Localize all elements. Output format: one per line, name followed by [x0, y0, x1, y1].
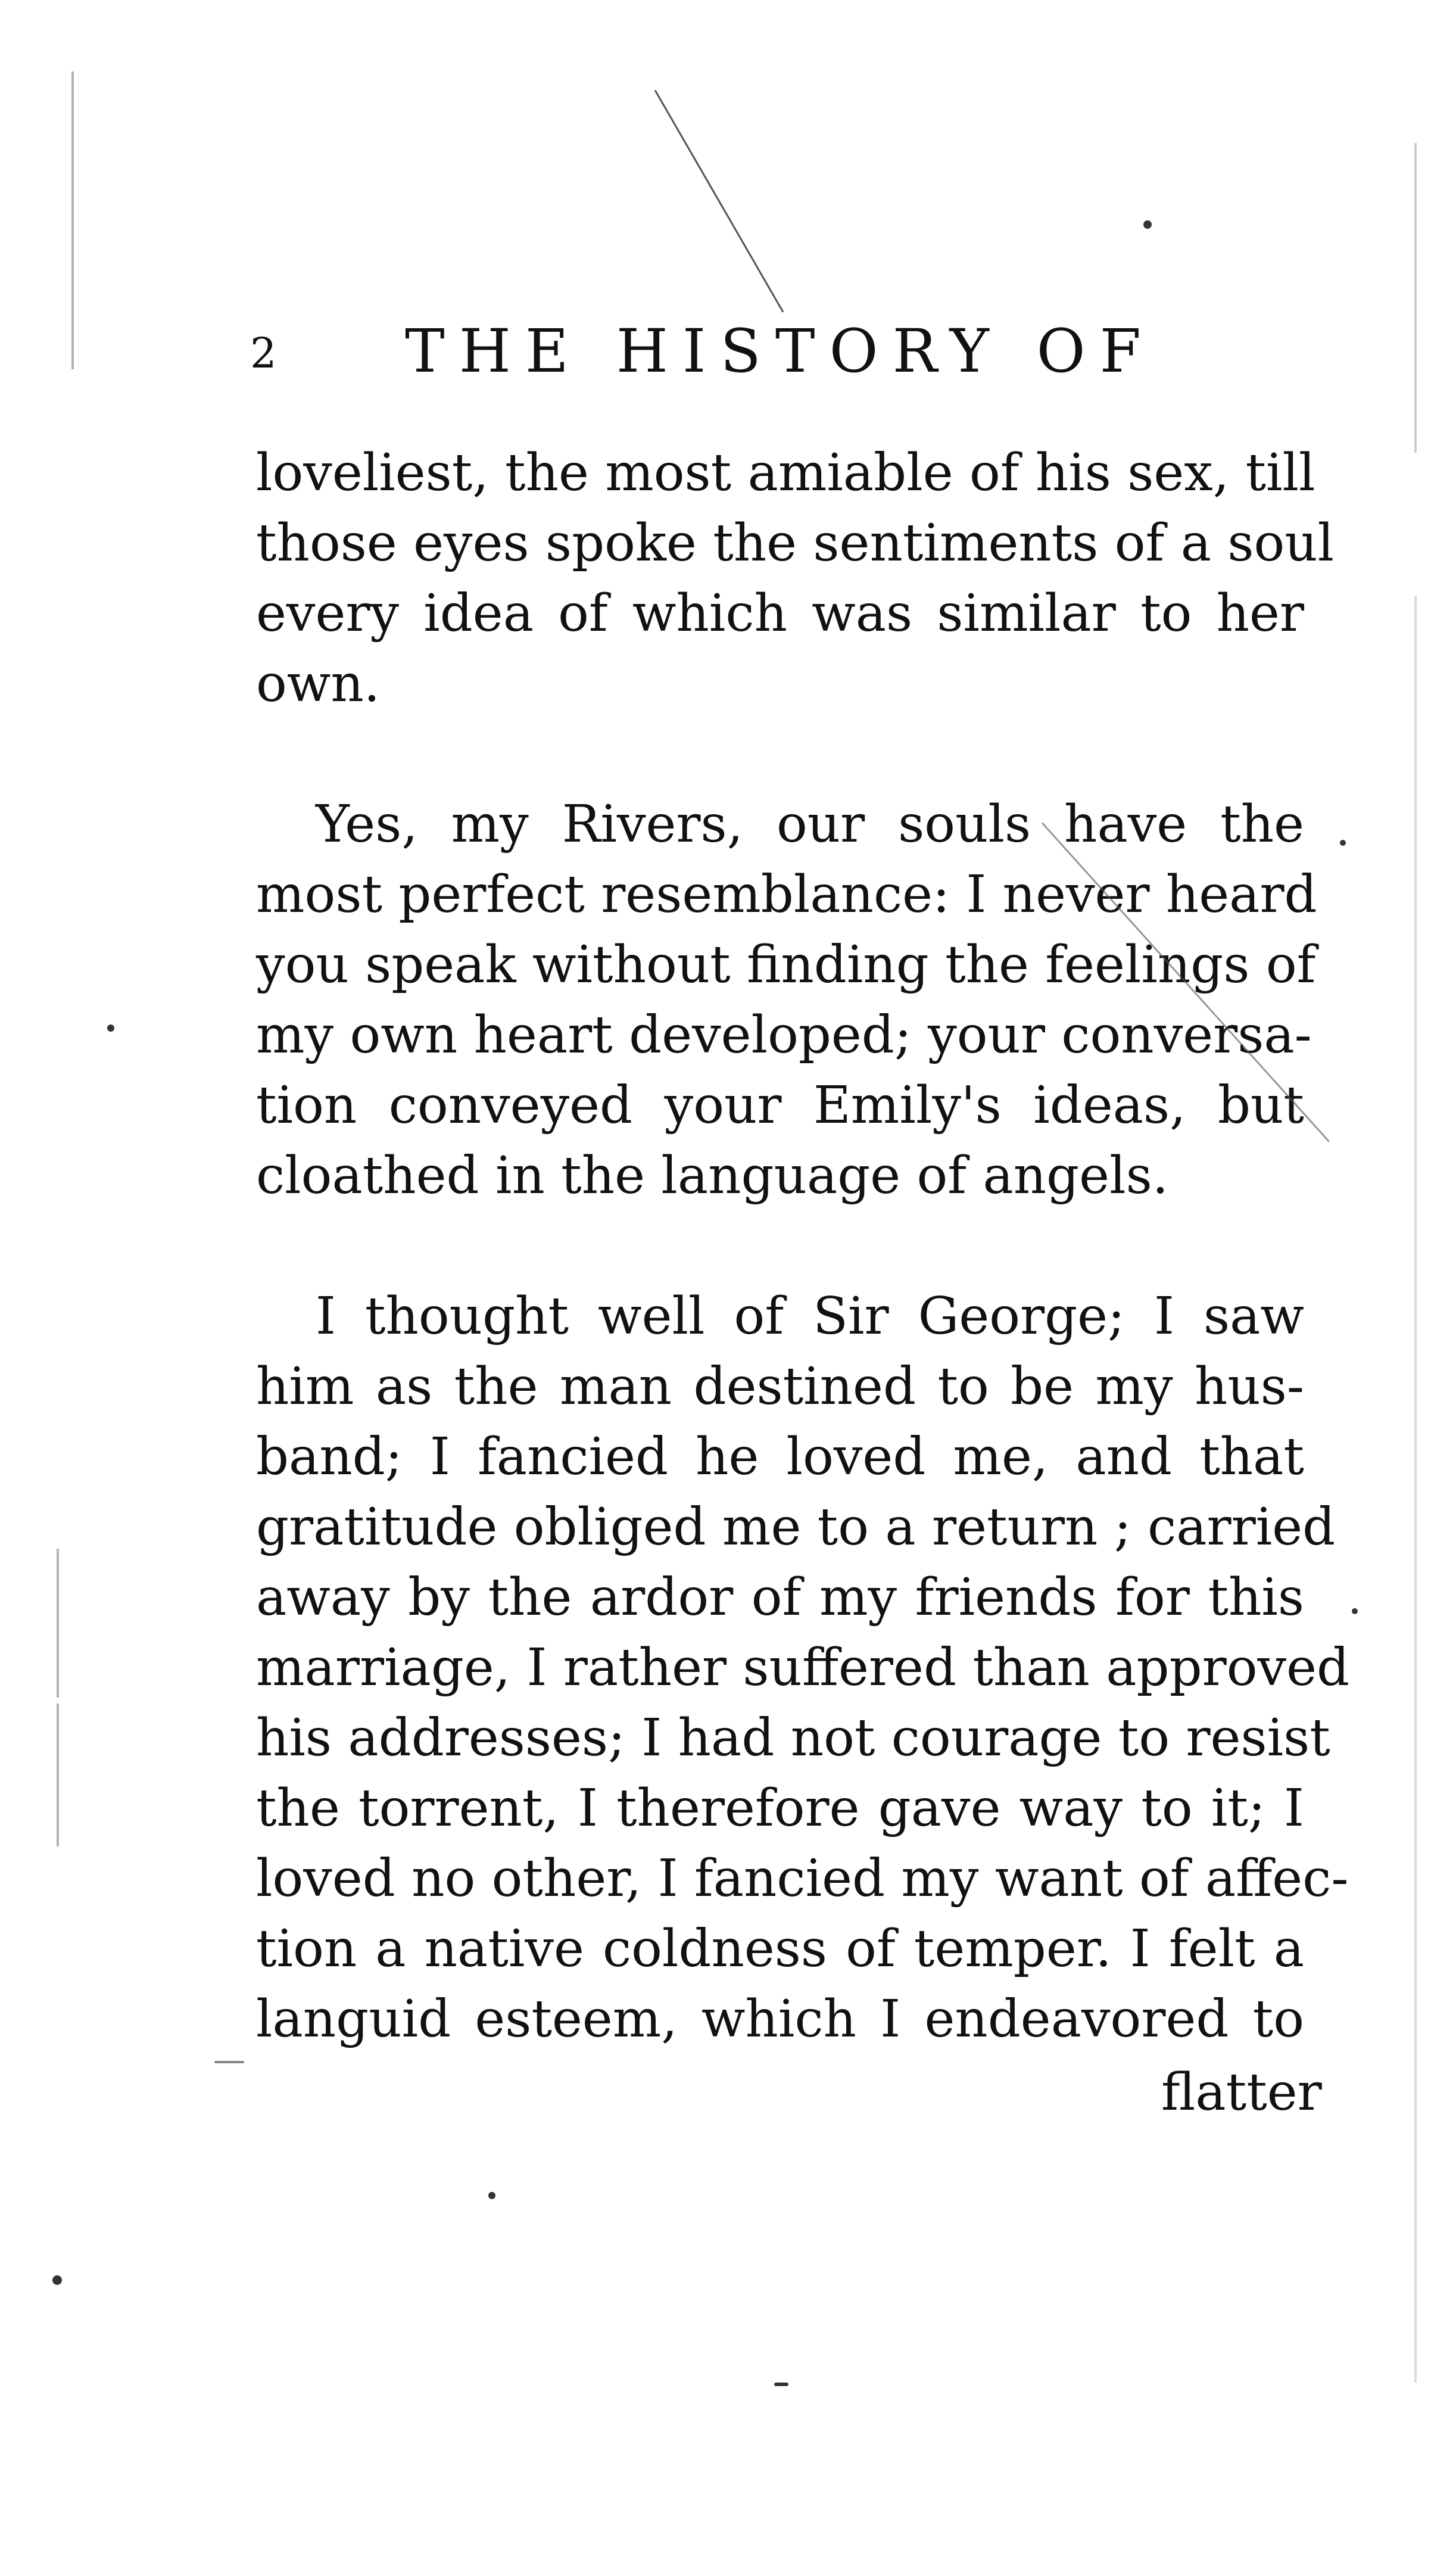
- text-line: those eyes spoke the sentiments of a soul: [256, 513, 1335, 573]
- text-line: loveliest, the most amiable of his sex, till: [256, 443, 1315, 503]
- text-line: own.: [256, 654, 381, 714]
- scan-thread-mark: [654, 90, 784, 313]
- right-margin-rule: [1414, 596, 1417, 2383]
- scan-speck: [1143, 220, 1152, 229]
- left-margin-rule: [57, 1549, 59, 1698]
- paragraph-gap: [256, 1211, 1304, 1281]
- text-line: cloathed in the language of angels.: [256, 1146, 1169, 1206]
- text-line: I thought well of Sir George; I saw: [316, 1287, 1304, 1346]
- scan-speck: [107, 1024, 114, 1032]
- text-line: marriage, I rather suffered than approved: [256, 1638, 1350, 1698]
- left-margin-rule: [57, 1704, 59, 1846]
- text-line: Yes, my Rivers, our souls have the: [316, 795, 1304, 854]
- text-line: him as the man destined to be my hus-: [256, 1357, 1304, 1416]
- scan-speck: [52, 2275, 62, 2285]
- text-line: his addresses; I had not courage to resist: [256, 1708, 1330, 1768]
- catchword: flatter: [1161, 2063, 1322, 2122]
- page-header: [250, 316, 1203, 405]
- paragraph-2: [256, 789, 1317, 1211]
- paragraph-1: [256, 438, 1335, 719]
- text-line: every idea of which was similar to her: [256, 584, 1304, 643]
- page-number: 2: [250, 329, 277, 378]
- running-head: THE HISTORY OF: [405, 316, 1155, 386]
- scan-speck: [1352, 1608, 1358, 1614]
- body-text: [256, 438, 1350, 2054]
- paragraph-3: [256, 1281, 1350, 2054]
- text-line: tion a native coldness of temper. I felt a: [256, 1919, 1304, 1979]
- text-line: you speak without finding the feelings of: [256, 935, 1316, 995]
- text-line: most perfect resemblance: I never heard: [256, 865, 1317, 924]
- scan-speck: [214, 2061, 244, 2063]
- text-line: tion conveyed your Emily's ideas, but: [256, 1076, 1304, 1135]
- scan-speck: [1340, 840, 1346, 846]
- text-line: band; I fancied he loved me, and that: [256, 1427, 1304, 1487]
- scan-speck: [774, 2383, 788, 2386]
- text-line: loved no other, I fancied my want of affec-: [256, 1849, 1349, 1908]
- left-margin-rule: [71, 71, 74, 369]
- text-line: gratitude obliged me to a return ; carried: [256, 1497, 1336, 1557]
- text-line: languid esteem, which I endeavored to: [256, 1989, 1304, 2049]
- right-margin-rule: [1414, 143, 1417, 453]
- scan-speck: [488, 2192, 495, 2199]
- text-line: my own heart developed; your conversa-: [256, 1005, 1312, 1065]
- text-line: the torrent, I therefore gave way to it; I: [256, 1779, 1304, 1838]
- text-line: away by the ardor of my friends for this: [256, 1568, 1304, 1627]
- paragraph-gap: [256, 719, 1304, 789]
